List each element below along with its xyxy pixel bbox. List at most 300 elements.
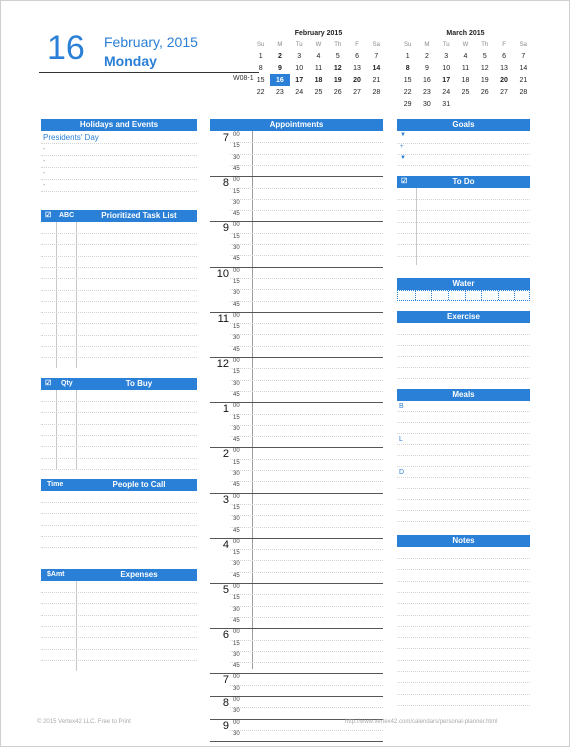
minute-label: 15 <box>233 550 240 557</box>
weekday-header: Tu <box>442 42 450 48</box>
calendar-day[interactable]: 16 <box>270 74 289 86</box>
weekday-header: Th <box>481 42 489 48</box>
calendar-day[interactable]: 12 <box>480 64 489 72</box>
slot-line[interactable] <box>230 549 383 550</box>
writing-line <box>41 502 197 503</box>
water-bar <box>397 278 530 290</box>
calendar-day[interactable]: 4 <box>463 52 468 60</box>
calendar-empty <box>475 98 494 110</box>
minute-label: 45 <box>233 572 240 579</box>
calendar-day[interactable]: 29 <box>403 100 412 108</box>
calendar-day[interactable]: 24 <box>442 88 451 96</box>
writing-line <box>41 301 197 302</box>
calendar-day[interactable]: 14 <box>372 64 381 72</box>
calendar-day[interactable]: 18 <box>314 76 323 84</box>
minute-label: 30 <box>233 425 240 432</box>
calendar-day[interactable]: 30 <box>423 100 431 108</box>
writing-line <box>41 167 197 168</box>
writing-line <box>397 521 530 522</box>
calendar-day[interactable]: 19 <box>480 76 489 84</box>
writing-line <box>397 244 530 245</box>
minute-label: 00 <box>233 629 240 636</box>
meals-bar <box>397 389 530 401</box>
calendar-day[interactable]: 8 <box>258 64 263 72</box>
calendar-day[interactable]: 6 <box>502 52 506 60</box>
slot-line[interactable] <box>230 323 383 324</box>
writing-line <box>397 210 530 211</box>
calendar-day[interactable]: 10 <box>295 64 304 72</box>
writing-line <box>41 513 197 514</box>
task-list-title: Prioritized Task List <box>101 211 177 220</box>
writing-line <box>397 367 530 368</box>
slot-line[interactable] <box>230 685 383 686</box>
writing-line <box>41 615 197 616</box>
minute-label: 00 <box>233 493 240 500</box>
writing-line <box>397 222 530 223</box>
minute-label: 00 <box>233 312 240 319</box>
writing-line <box>41 290 197 291</box>
expenses-title: Expenses <box>120 570 158 579</box>
water-cell-divider <box>481 291 482 300</box>
writing-line <box>41 525 197 526</box>
minute-label: 00 <box>233 697 240 703</box>
mini-calendar-march <box>398 30 533 110</box>
calendar-day[interactable]: 3 <box>297 52 302 60</box>
hour-label: 6 <box>222 629 229 642</box>
slot-line[interactable] <box>230 436 383 437</box>
calendar-day[interactable]: 25 <box>461 88 470 96</box>
people-to-call-title: People to Call <box>112 480 166 489</box>
goal-bullet-icon: + <box>400 144 404 150</box>
slot-line[interactable] <box>230 391 383 392</box>
water-cell-divider <box>415 291 416 300</box>
slot-line[interactable] <box>230 572 383 573</box>
goal-bullet-icon: ▼ <box>400 132 406 138</box>
appointments-bar <box>210 119 383 131</box>
calendar-day[interactable]: 9 <box>277 64 282 72</box>
calendar-empty <box>456 98 475 110</box>
exercise-title: Exercise <box>447 312 480 321</box>
hour-label: 7 <box>222 132 229 144</box>
writing-line <box>41 256 197 257</box>
minute-label: 30 <box>233 606 240 613</box>
weekday-header: W <box>315 42 322 48</box>
calendar-day[interactable]: 7 <box>521 52 526 60</box>
calendar-day[interactable]: 26 <box>480 88 489 96</box>
slot-line[interactable] <box>230 651 383 652</box>
header-rule <box>39 72 259 73</box>
writing-line <box>41 278 197 279</box>
slot-line[interactable] <box>230 380 383 381</box>
minute-label: 15 <box>233 459 240 466</box>
weekday-header: F <box>355 42 359 48</box>
slot-line[interactable] <box>230 301 383 302</box>
calendar-day[interactable]: 17 <box>442 76 451 84</box>
calendar-empty <box>494 98 513 110</box>
writing-line <box>397 660 530 661</box>
writing-line <box>397 488 530 489</box>
expenses-bar <box>41 569 197 581</box>
month-year: February, 2015 <box>104 34 198 50</box>
slot-line[interactable] <box>230 368 383 369</box>
water-cell-divider <box>431 291 432 300</box>
writing-line <box>397 143 530 144</box>
weekday-header: Sa <box>372 42 381 48</box>
calendar-day[interactable]: 15 <box>256 76 265 84</box>
hour-label: 11 <box>217 312 229 325</box>
writing-line <box>41 626 197 627</box>
water-cell-divider <box>448 291 449 300</box>
writing-line <box>41 233 197 234</box>
calendar-day[interactable]: 2 <box>424 52 429 60</box>
to-do-title: To Do <box>452 177 475 186</box>
footer-url[interactable]: http://www.vertex42.com/calendars/personal-planner.html <box>345 719 498 725</box>
writing-line <box>41 536 197 537</box>
meal-breakfast-label: B <box>399 403 404 410</box>
writing-line <box>397 558 530 559</box>
slot-line[interactable] <box>230 210 383 211</box>
check-icon: ☑ <box>45 212 52 219</box>
writing-line <box>397 626 530 627</box>
minute-label: 15 <box>233 595 240 602</box>
calendar-day[interactable]: 20 <box>353 76 361 84</box>
calendar-day[interactable]: 5 <box>482 52 487 60</box>
writing-line <box>41 435 197 436</box>
minute-label: 45 <box>233 346 240 353</box>
minute-label: 15 <box>233 188 240 195</box>
calendar-day[interactable]: 23 <box>276 88 284 96</box>
writing-line <box>41 637 197 638</box>
minute-label: 00 <box>233 719 240 726</box>
minute-label: 30 <box>233 651 240 658</box>
slot-line[interactable] <box>230 662 383 663</box>
calendar-day[interactable]: 13 <box>353 64 361 72</box>
minute-label: 30 <box>233 685 240 692</box>
slot-line[interactable] <box>230 617 383 618</box>
slot-line[interactable] <box>230 560 383 561</box>
writing-line <box>397 581 530 582</box>
weekday-header: Th <box>334 42 342 48</box>
minute-label: 15 <box>233 414 240 421</box>
calendar-day[interactable]: 17 <box>295 76 304 84</box>
calendar-day[interactable]: 31 <box>442 100 451 108</box>
writing-line <box>41 312 197 313</box>
minute-label: 45 <box>233 437 240 444</box>
water-cell-divider <box>514 291 515 300</box>
writing-line <box>397 165 530 166</box>
writing-line <box>397 334 530 335</box>
writing-line <box>397 199 530 200</box>
minute-label: 00 <box>233 177 240 184</box>
writing-line <box>397 569 530 570</box>
calendar-day[interactable]: 24 <box>295 88 304 96</box>
minute-label: 30 <box>233 708 240 715</box>
week-code: W08-1 <box>233 75 254 82</box>
slot-line[interactable] <box>230 199 383 200</box>
calendar-day[interactable]: 23 <box>423 88 431 96</box>
calendar-day[interactable]: 22 <box>403 88 412 96</box>
hour-divider <box>210 741 383 742</box>
writing-line <box>41 412 197 413</box>
writing-line <box>397 499 530 500</box>
weekday-header: Sa <box>519 42 528 48</box>
minute-label: 00 <box>233 674 240 681</box>
minute-label: 00 <box>233 132 240 138</box>
water-cell-divider <box>498 291 499 300</box>
slot-line[interactable] <box>230 527 383 528</box>
calendar-day[interactable]: 11 <box>314 64 323 72</box>
minute-label: 00 <box>233 403 240 410</box>
hour-label: 3 <box>222 493 229 506</box>
writing-line <box>41 446 197 447</box>
minute-label: 30 <box>233 730 240 737</box>
minute-label: 45 <box>233 256 240 263</box>
calendar-day[interactable]: 4 <box>316 52 321 60</box>
day-number: 16 <box>47 29 85 67</box>
appointments-time-divider <box>252 131 253 669</box>
slot-line[interactable] <box>230 594 383 595</box>
list-bullet: - <box>43 158 46 165</box>
to-do-bar <box>397 176 530 188</box>
slot-line[interactable] <box>230 244 383 245</box>
minute-label: 30 <box>233 516 240 523</box>
writing-line <box>397 705 530 706</box>
calendar-day[interactable]: 11 <box>461 64 470 72</box>
mini-calendar-february <box>251 30 386 98</box>
water-tracker[interactable] <box>397 290 530 301</box>
writing-line <box>41 603 197 604</box>
task-abc-label: ABC <box>59 212 75 219</box>
minute-label: 30 <box>233 335 240 342</box>
calendar-day[interactable]: 14 <box>519 64 528 72</box>
notes-bar <box>397 535 530 547</box>
check-icon: ☑ <box>45 380 52 387</box>
writing-line <box>397 637 530 638</box>
writing-line <box>41 323 197 324</box>
slot-line[interactable] <box>230 470 383 471</box>
meals-title: Meals <box>452 390 475 399</box>
list-bullet: - <box>43 170 46 177</box>
minute-label: 45 <box>233 165 240 172</box>
calendar-day[interactable]: 18 <box>461 76 470 84</box>
minute-label: 45 <box>233 211 240 218</box>
minute-label: 30 <box>233 154 240 161</box>
calendar-day[interactable]: 7 <box>374 52 379 60</box>
hour-label: 2 <box>222 448 229 461</box>
slot-line[interactable] <box>230 504 383 505</box>
writing-line <box>41 649 197 650</box>
footer-copyright: © 2015 Vertex42 LLC. Free to Print <box>37 719 131 725</box>
hour-label: 10 <box>216 267 229 280</box>
list-bullet: - <box>43 146 46 153</box>
slot-line[interactable] <box>230 640 383 641</box>
slot-line[interactable] <box>230 346 383 347</box>
writing-line <box>397 510 530 511</box>
minute-label: 45 <box>233 617 240 624</box>
weekday: Monday <box>104 53 157 69</box>
minute-label: 30 <box>233 290 240 297</box>
writing-line <box>397 356 530 357</box>
minute-label: 00 <box>233 538 240 545</box>
slot-line[interactable] <box>230 707 383 708</box>
calendar-day[interactable]: 21 <box>519 76 528 84</box>
writing-line <box>397 615 530 616</box>
minute-label: 45 <box>233 301 240 308</box>
writing-line <box>41 191 197 192</box>
writing-line <box>397 411 530 412</box>
hour-label: 1 <box>222 403 229 416</box>
hour-label: 12 <box>216 358 229 370</box>
calendar-day[interactable]: 21 <box>372 76 381 84</box>
minute-label: 30 <box>233 199 240 206</box>
writing-line <box>397 682 530 683</box>
writing-line <box>41 267 197 268</box>
minute-label: 45 <box>233 527 240 534</box>
weekday-header: W <box>462 42 469 48</box>
minute-label: 15 <box>233 278 240 285</box>
minute-label: 30 <box>233 561 240 568</box>
writing-line <box>397 648 530 649</box>
qty-label: Qty <box>61 380 73 387</box>
calendar-day[interactable]: 1 <box>258 52 263 60</box>
writing-line <box>41 458 197 459</box>
appointments-title: Appointments <box>269 120 324 129</box>
slot-line[interactable] <box>230 188 383 189</box>
calendar-day[interactable]: 26 <box>333 88 342 96</box>
people-to-call-bar <box>41 479 197 491</box>
slot-line[interactable] <box>230 730 383 731</box>
list-bullet: - <box>43 182 46 189</box>
writing-line <box>397 455 530 456</box>
calendar-day[interactable]: 3 <box>444 52 449 60</box>
calendar-day[interactable]: 10 <box>442 64 451 72</box>
slot-line[interactable] <box>230 606 383 607</box>
calendar-day[interactable]: 12 <box>333 64 342 72</box>
slot-line[interactable] <box>230 481 383 482</box>
writing-line <box>397 444 530 445</box>
minute-label: 15 <box>233 143 240 150</box>
goal-bullet-icon: ▼ <box>400 155 406 161</box>
calendar-day[interactable]: 8 <box>405 64 410 72</box>
calendar-day[interactable]: 2 <box>277 52 282 60</box>
calendar-day[interactable]: 6 <box>355 52 359 60</box>
hour-label: 7 <box>222 674 229 687</box>
slot-line[interactable] <box>230 425 383 426</box>
hour-label: 8 <box>222 697 229 709</box>
water-cell-divider <box>465 291 466 300</box>
calendar-day[interactable]: 25 <box>314 88 323 96</box>
minute-label: 30 <box>233 471 240 477</box>
slot-line[interactable] <box>230 414 383 415</box>
writing-line <box>397 592 530 593</box>
minute-label: 00 <box>233 222 240 229</box>
writing-line <box>397 603 530 604</box>
slot-line[interactable] <box>230 255 383 256</box>
writing-line <box>41 244 197 245</box>
goals-bar <box>397 119 530 131</box>
calendar-day[interactable]: 15 <box>403 76 412 84</box>
calendar-empty <box>514 98 533 110</box>
amount-label: $Amt <box>47 571 65 578</box>
minute-label: 15 <box>233 324 240 331</box>
slot-line[interactable] <box>230 289 383 290</box>
minute-label: 15 <box>233 233 240 240</box>
hour-label: 9 <box>222 719 229 732</box>
writing-line <box>41 346 197 347</box>
weekday-header: Su <box>403 42 412 48</box>
writing-line <box>397 433 530 434</box>
meal-dinner-label: D <box>399 469 405 476</box>
writing-line <box>41 179 197 180</box>
slot-line[interactable] <box>230 515 383 516</box>
writing-line <box>397 422 530 423</box>
writing-line <box>397 233 530 234</box>
calendar-day[interactable]: 27 <box>500 88 508 96</box>
weekday-header: Su <box>256 42 265 48</box>
water-title: Water <box>452 279 475 288</box>
writing-line <box>397 256 530 257</box>
minute-label: 00 <box>233 584 240 590</box>
writing-line <box>397 466 530 467</box>
slot-line[interactable] <box>230 459 383 460</box>
calendar-day[interactable]: 5 <box>335 52 340 60</box>
calendar-day[interactable]: 19 <box>333 76 342 84</box>
calendar-day[interactable]: 13 <box>500 64 508 72</box>
writing-line <box>397 345 530 346</box>
writing-line <box>41 592 197 593</box>
writing-line <box>397 477 530 478</box>
hour-label: 4 <box>222 538 229 551</box>
minute-label: 00 <box>233 267 240 274</box>
minute-label: 15 <box>233 369 240 376</box>
calendar-day[interactable]: 28 <box>372 88 381 96</box>
minute-label: 00 <box>233 358 240 364</box>
to-buy-title: To Buy <box>125 379 153 388</box>
calendar-day[interactable]: 22 <box>256 88 265 96</box>
exercise-bar <box>397 311 530 323</box>
writing-line <box>41 547 197 548</box>
weekday-header: F <box>502 42 506 48</box>
slot-line[interactable] <box>230 233 383 234</box>
slot-line[interactable] <box>230 142 383 143</box>
calendar-day[interactable]: 27 <box>353 88 361 96</box>
check-icon: ☑ <box>401 178 408 185</box>
calendar-day[interactable]: 9 <box>424 64 429 72</box>
writing-line <box>397 154 530 155</box>
slot-line[interactable] <box>230 165 383 166</box>
goals-title: Goals <box>452 120 475 129</box>
calendar-day[interactable]: 1 <box>405 52 410 60</box>
calendar-day[interactable]: 20 <box>500 76 508 84</box>
calendar-day[interactable]: 16 <box>423 76 431 84</box>
mini-calendar-title: March 2015 <box>446 30 485 37</box>
calendar-day[interactable]: 28 <box>519 88 528 96</box>
writing-line <box>41 335 197 336</box>
notes-title: Notes <box>452 536 475 545</box>
minute-label: 30 <box>233 380 240 387</box>
minute-label: 15 <box>233 504 240 511</box>
weekday-header: M <box>277 42 283 48</box>
writing-line <box>41 143 197 144</box>
slot-line[interactable] <box>230 278 383 279</box>
slot-line[interactable] <box>230 154 383 155</box>
weekday-header: Tu <box>295 42 303 48</box>
minute-label: 00 <box>233 448 240 455</box>
hour-label: 9 <box>222 222 229 235</box>
slot-line[interactable] <box>230 334 383 335</box>
holidays-events-title: Holidays and Events <box>79 120 159 129</box>
hour-label: 8 <box>222 177 229 190</box>
